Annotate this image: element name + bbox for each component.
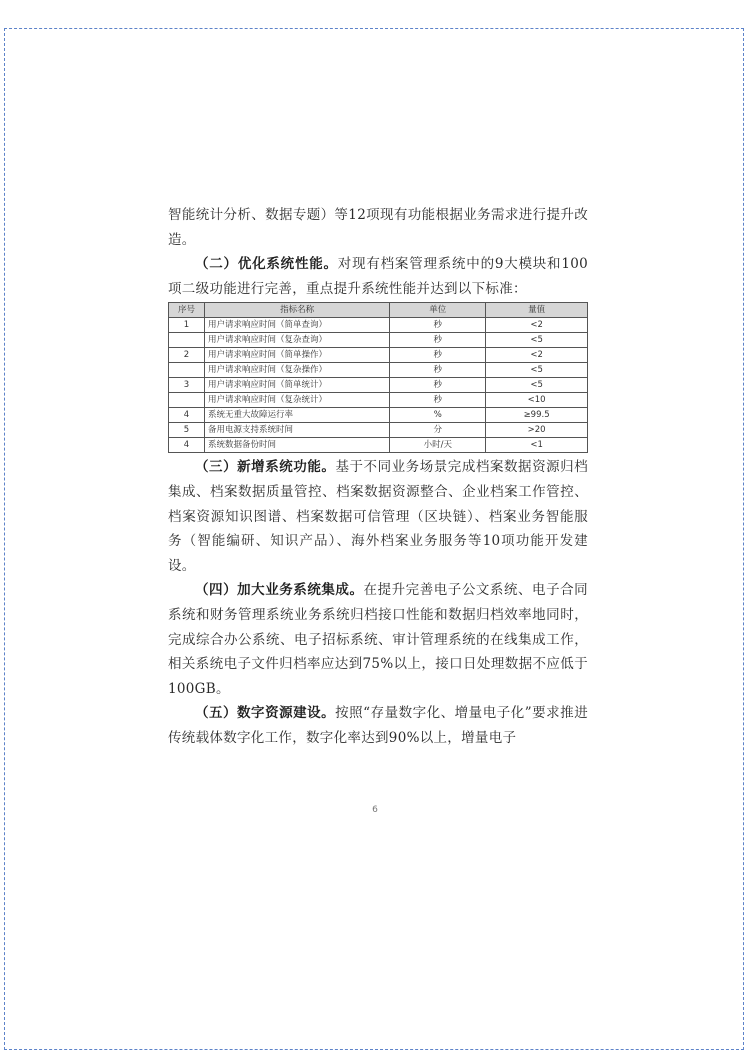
cell-index bbox=[169, 333, 205, 348]
cell-index bbox=[169, 363, 205, 378]
section-5-paragraph bbox=[168, 701, 588, 750]
paragraph-continued: 智能统计分析、数据专题）等12项现有功能根据业务需求进行提升改造。 bbox=[168, 207, 588, 248]
cell-metric: 用户请求响应时间（简单操作） bbox=[204, 348, 390, 363]
cell-index: 4 bbox=[169, 438, 205, 453]
table-row bbox=[169, 438, 588, 453]
table-row bbox=[169, 318, 588, 333]
section-2-paragraph bbox=[168, 252, 588, 301]
section-4-text: 在提升完善电子公文系统、电子合同系统和财务管理系统业务系统归档接口性能和数据归档效率地同时，完成综合办公系统、电子招标系统、审计管理系统的在线集成工作，相关系统电子文件归档率应达到75%以上，接口日处理数据不应低于100GB。 bbox=[168, 582, 588, 697]
cell-unit: % bbox=[390, 408, 486, 423]
cell-metric: 系统无重大故障运行率 bbox=[204, 408, 390, 423]
cell-unit: 分 bbox=[390, 423, 486, 438]
cell-index: 2 bbox=[169, 348, 205, 363]
cell-metric: 用户请求响应时间（复杂查询） bbox=[204, 333, 390, 348]
section-4-heading: （四）加大业务系统集成。 bbox=[195, 582, 364, 599]
table-header-row bbox=[169, 303, 588, 318]
cell-unit: 秒 bbox=[390, 318, 486, 333]
header-metric: 指标名称 bbox=[204, 303, 390, 318]
section-4-paragraph bbox=[168, 578, 588, 701]
table-row bbox=[169, 408, 588, 423]
cell-unit: 小时/天 bbox=[390, 438, 486, 453]
header-value: 量值 bbox=[486, 303, 588, 318]
cell-unit: 秒 bbox=[390, 333, 486, 348]
cell-metric: 用户请求响应时间（简单查询） bbox=[204, 318, 390, 333]
cell-metric: 用户请求响应时间（复杂操作） bbox=[204, 363, 390, 378]
header-index: 序号 bbox=[169, 303, 205, 318]
section-5-text: 按照“存量数字化、增量电子化”要求推进传统载体数字化工作，数字化率达到90%以上，增量电子 bbox=[168, 705, 588, 746]
cell-unit: 秒 bbox=[390, 363, 486, 378]
cell-metric: 备用电源支持系统时间 bbox=[204, 423, 390, 438]
cell-index bbox=[169, 393, 205, 408]
cell-metric: 用户请求响应时间（简单统计） bbox=[204, 378, 390, 393]
table-row bbox=[169, 333, 588, 348]
cell-value: <5 bbox=[486, 333, 588, 348]
cell-value: >20 bbox=[486, 423, 588, 438]
section-2-text: 对现有档案管理系统中的9大模块和100项二级功能进行完善，重点提升系统性能并达到以下标准： bbox=[168, 256, 589, 297]
cell-value: <2 bbox=[486, 318, 588, 333]
performance-table bbox=[168, 302, 588, 453]
cell-index: 3 bbox=[169, 378, 205, 393]
cell-metric: 系统数据备份时间 bbox=[204, 438, 390, 453]
table-row bbox=[169, 393, 588, 408]
cell-value: <2 bbox=[486, 348, 588, 363]
cell-metric: 用户请求响应时间（复杂统计） bbox=[204, 393, 390, 408]
table-row bbox=[169, 378, 588, 393]
cell-index: 1 bbox=[169, 318, 205, 333]
cell-unit: 秒 bbox=[390, 393, 486, 408]
cell-value: <5 bbox=[486, 363, 588, 378]
section-5-heading: （五）数字资源建设。 bbox=[195, 705, 336, 722]
table-row bbox=[169, 423, 588, 438]
cell-index: 4 bbox=[169, 408, 205, 423]
cell-value: <10 bbox=[486, 393, 588, 408]
header-unit: 单位 bbox=[390, 303, 486, 318]
cell-unit: 秒 bbox=[390, 348, 486, 363]
section-3-heading: （三）新增系统功能。 bbox=[195, 459, 336, 476]
cell-value: <5 bbox=[486, 378, 588, 393]
section-3-paragraph bbox=[168, 455, 588, 578]
cell-unit: 秒 bbox=[390, 378, 486, 393]
cell-index: 5 bbox=[169, 423, 205, 438]
page-number: 6 bbox=[372, 805, 378, 815]
cell-value: <1 bbox=[486, 438, 588, 453]
section-2-heading: （二）优化系统性能。 bbox=[195, 256, 338, 273]
section-3-text: 基于不同业务场景完成档案数据资源归档集成、档案数据质量管控、档案数据资源整合、企业档案工作管控、档案资源知识图谱、档案数据可信管理（区块链）、档案业务智能服务（智能编研、知识产品）、海外档案业务服务等10项功能开发建设。 bbox=[168, 459, 589, 574]
table-row bbox=[169, 363, 588, 378]
table-row bbox=[169, 348, 588, 363]
document-body bbox=[168, 203, 588, 751]
cell-value: ≥99.5 bbox=[486, 408, 588, 423]
